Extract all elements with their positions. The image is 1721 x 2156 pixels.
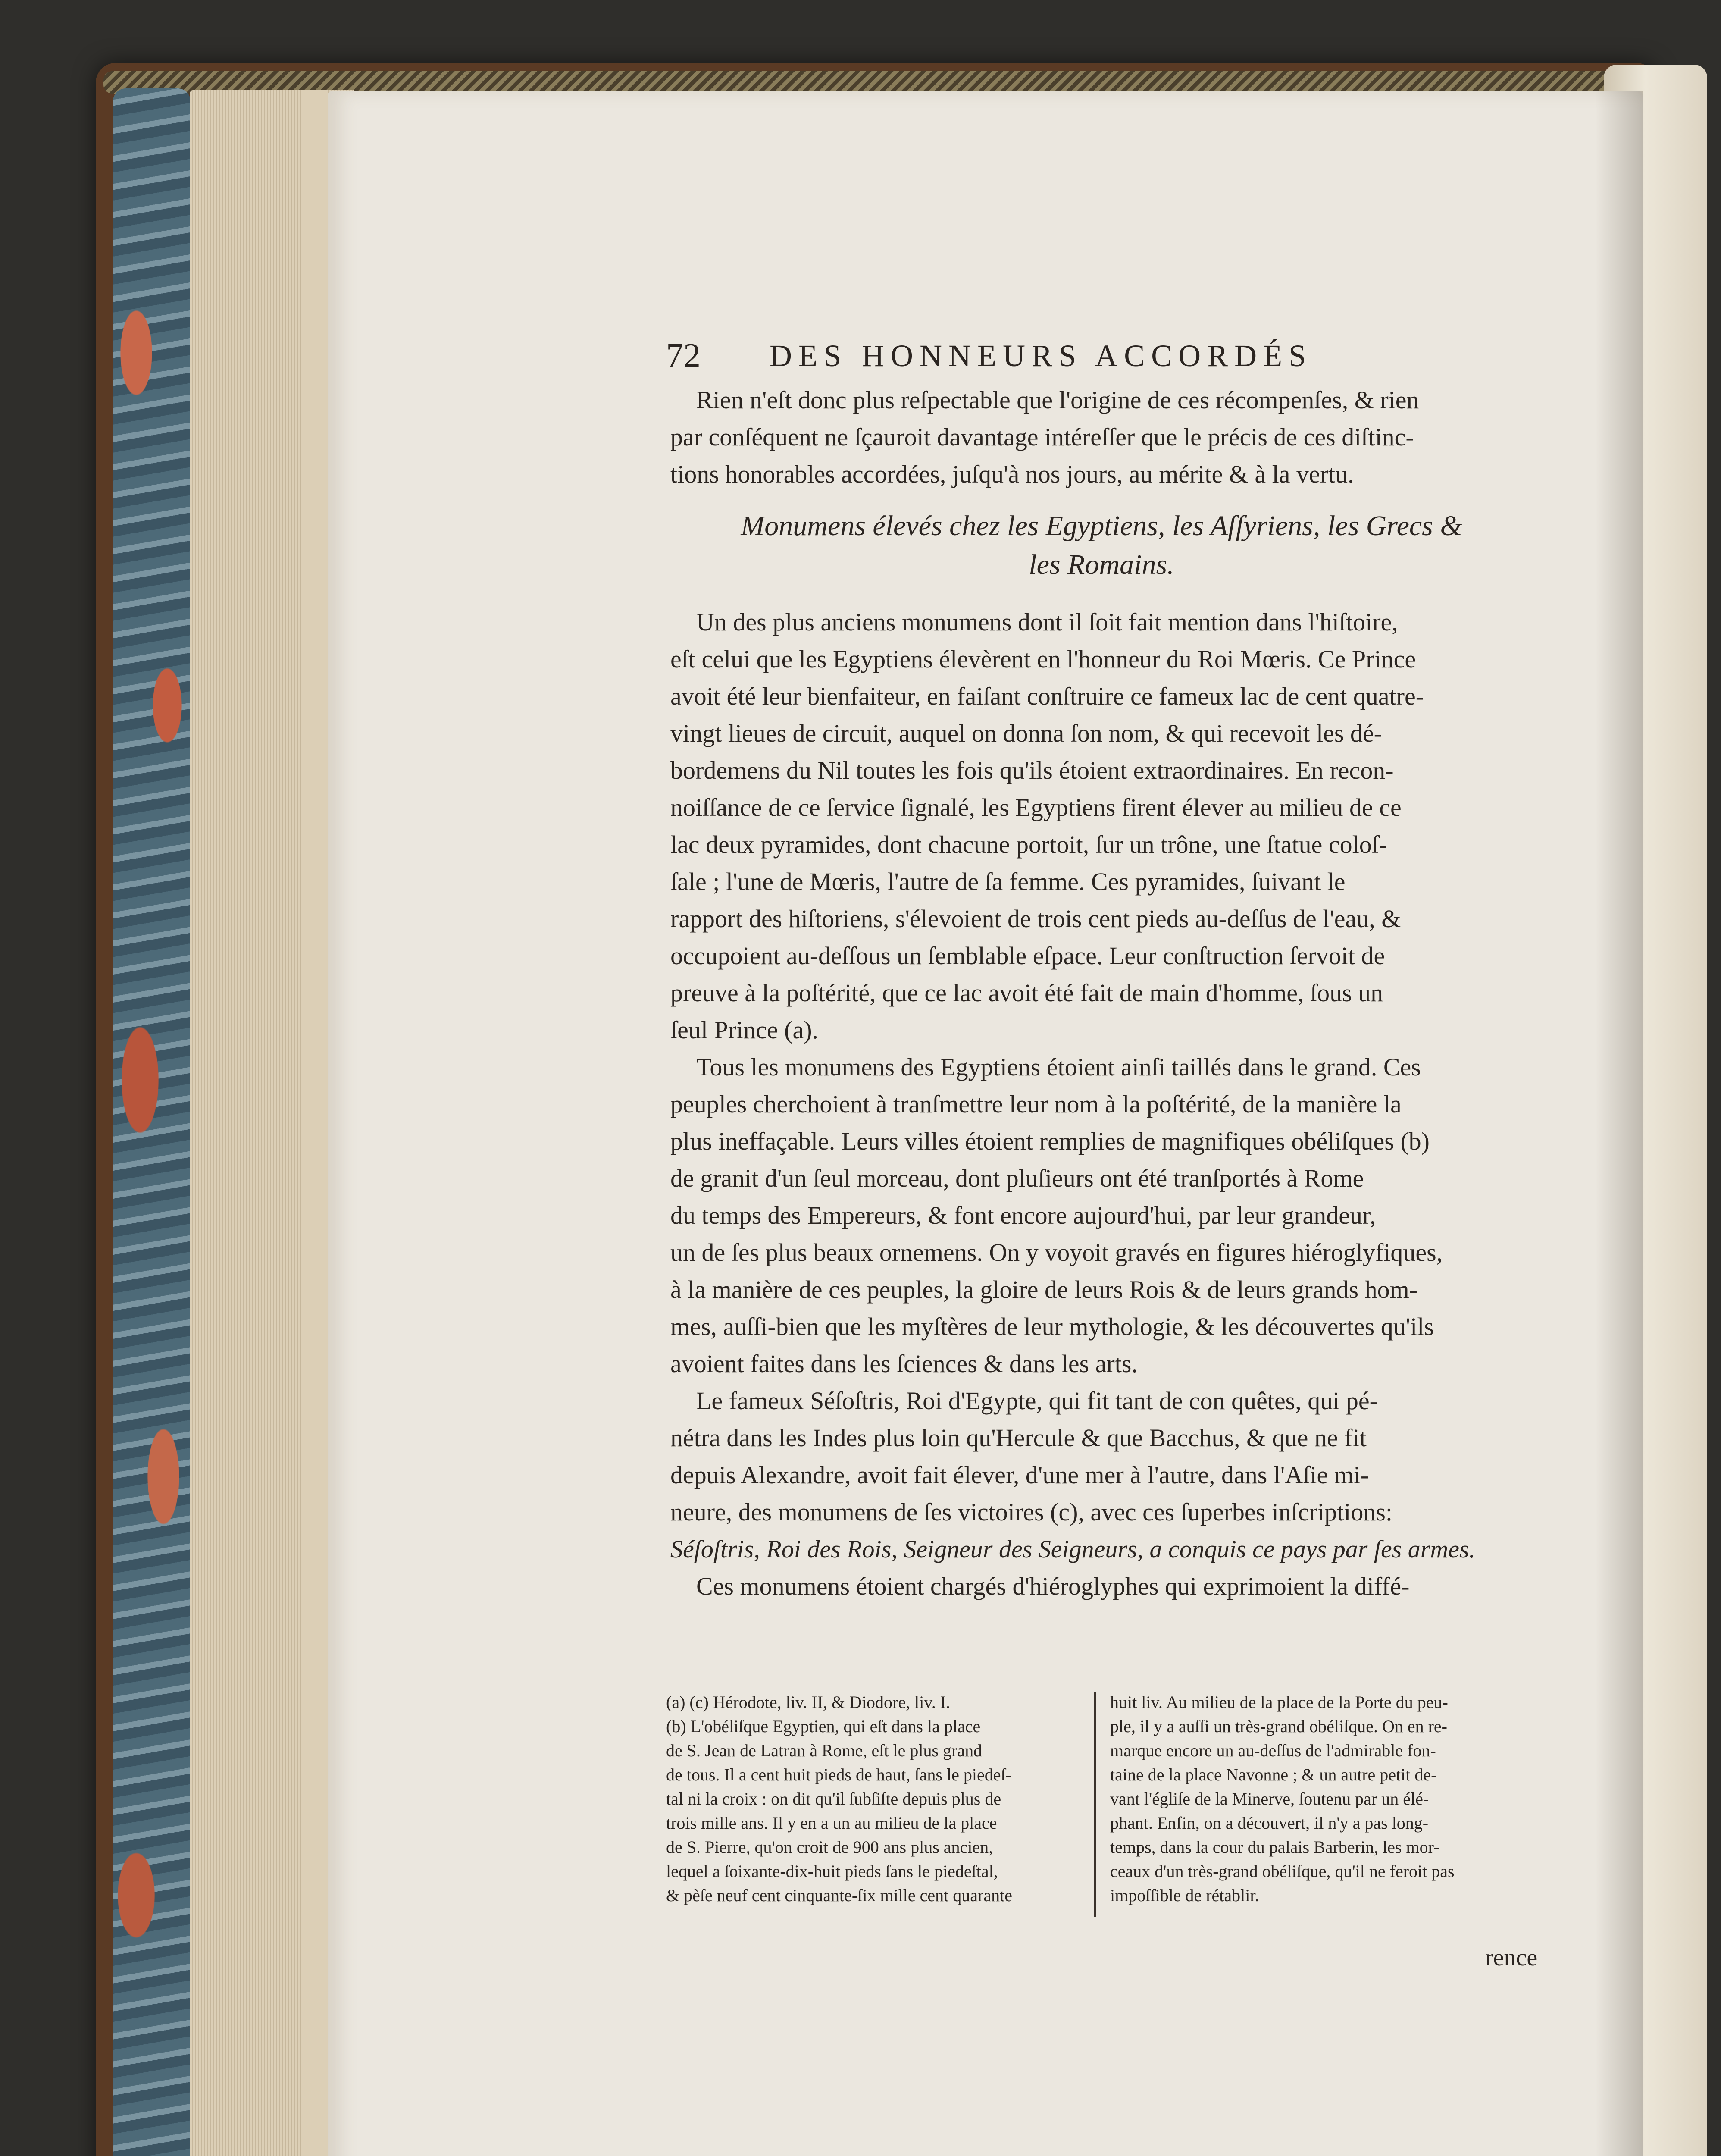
footnote-column-rule	[1094, 1692, 1096, 1917]
section-heading: Monumens élevés chez les Egyptiens, les Aſſyriens, les Grecs &	[741, 510, 1462, 542]
footnote-line: ceaux d'un très-grand obéliſque, qu'il ne feroit pas	[1110, 1861, 1455, 1881]
footnote-line: phant. Enfin, on a découvert, il n'y a pas long-	[1110, 1813, 1429, 1833]
text-line: du temps des Empereurs, & font encore aujourd'hui, par leur grandeur,	[670, 1201, 1376, 1229]
footnote-line: taine de la place Navonne ; & un autre petit de-	[1110, 1765, 1437, 1784]
text-line: avoit été leur bienfaiteur, en faiſant conſtruire ce fameux lac de cent quatre-	[670, 682, 1424, 710]
text-line: lac deux pyramides, dont chacune portoit, ſur un trône, une ſtatue coloſ-	[670, 830, 1387, 859]
footnote-line: de tous. Il a cent huit pieds de haut, ſans le piedeſ-	[666, 1765, 1011, 1784]
text-line: mes, auſſi-bien que les myſtères de leur mythologie, & les découvertes qu'ils	[670, 1313, 1434, 1341]
text-line: Le fameux Séſoſtris, Roi d'Egypte, qui fit tant de con quêtes, qui pé-	[696, 1387, 1378, 1415]
running-title: DES HONNEURS ACCORDÉS	[770, 338, 1313, 373]
footnote-line: trois mille ans. Il y en a un au milieu de la place	[666, 1813, 997, 1833]
text-line: neure, des monumens de ſes victoires (c), avec ces ſuperbes inſcriptions:	[670, 1498, 1393, 1526]
running-head	[666, 336, 1546, 375]
footnote-line: & pèſe neuf cent cinquante-ſix mille cent quarante	[666, 1886, 1012, 1905]
text-line: avoient faites dans les ſciences & dans les arts.	[670, 1350, 1138, 1378]
text-line: preuve à la poſtérité, que ce lac avoit été fait de main d'homme, ſous un	[670, 979, 1383, 1007]
footnote-line: de S. Jean de Latran à Rome, eſt le plus grand	[666, 1741, 983, 1760]
footnote-line: marque encore un au-deſſus de l'admirable fon-	[1110, 1741, 1436, 1760]
text-line: peuples cherchoient à tranſmettre leur nom à la poſtérité, de la manière la	[670, 1090, 1402, 1118]
footnote-line: huit liv. Au milieu de la place de la Porte du peu-	[1110, 1692, 1448, 1712]
text-line: Tous les monumens des Egyptiens étoient ainſi taillés dans le grand. Ces	[696, 1053, 1421, 1081]
text-line: de granit d'un ſeul morceau, dont pluſieurs ont été tranſportés à Rome	[670, 1164, 1364, 1192]
footnote-line: impoſſible de rétablir.	[1110, 1886, 1259, 1905]
catchword: rence	[1485, 1944, 1538, 1971]
footnote-line: tal ni la croix : on dit qu'il ſubſiſte depuis plus de	[666, 1789, 1001, 1808]
footnote-line: lequel a ſoixante-dix-huit pieds ſans le piedeſtal,	[666, 1861, 998, 1881]
page-number: 72	[666, 337, 701, 375]
text-line: noiſſance de ce ſervice ſignalé, les Egyptiens firent élever au milieu de ce	[670, 793, 1402, 821]
footnote-line: temps, dans la cour du palais Barberin, les mor-	[1110, 1837, 1439, 1857]
text-line: vingt lieues de circuit, auquel on donna ſon nom, & qui recevoit les dé-	[670, 719, 1382, 747]
text-line: depuis Alexandre, avoit fait élever, d'une mer à l'autre, dans l'Aſie mi-	[670, 1461, 1369, 1489]
text-line: Un des plus anciens monumens dont il ſoit fait mention dans l'hiſtoire,	[696, 608, 1398, 636]
text-line: bordemens du Nil toutes les fois qu'ils étoient extraordinaires. En recon-	[670, 756, 1394, 784]
text-line: nétra dans les Indes plus loin qu'Hercule & que Bacchus, & que ne fit	[670, 1424, 1367, 1452]
text-line: eſt celui que les Egyptiens élevèrent en l'honneur du Roi Mœris. Ce Prince	[670, 645, 1416, 673]
text-line: occupoient au-deſſous un ſemblable eſpace. Leur conſtruction ſervoit de	[670, 942, 1385, 970]
text-line: à la manière de ces peuples, la gloire de leurs Rois & de leurs grands hom-	[670, 1275, 1418, 1304]
footnote-line: (b) L'obéliſque Egyptien, qui eſt dans la place	[666, 1717, 981, 1736]
text-line: rapport des hiſtoriens, s'élevoient de trois cent pieds au-deſſus de l'eau, &	[670, 905, 1401, 933]
footnote-line: de S. Pierre, qu'on croit de 900 ans plus ancien,	[666, 1837, 993, 1857]
text-line: ſale ; l'une de Mœris, l'autre de ſa femme. Ces pyramides, ſuivant le	[670, 868, 1346, 896]
text-line: tions honorables accordées, juſqu'à nos jours, au mérite & à la vertu.	[670, 460, 1354, 488]
footnote-line: vant l'égliſe de la Minerve, ſoutenu par un élé-	[1110, 1789, 1429, 1808]
inscription-line: Séſoſtris, Roi des Rois, Seigneur des Seigneurs, a conquis ce pays par ſes armes.	[670, 1535, 1476, 1563]
footnote-line: ple, il y a auſſi un très-grand obéliſque. On en re-	[1110, 1717, 1447, 1736]
text-line: plus ineffaçable. Leurs villes étoient remplies de magnifiques obéliſques (b)	[670, 1127, 1430, 1155]
text-line: Rien n'eſt donc plus reſpectable que l'origine de ces récompenſes, & rien	[696, 386, 1419, 414]
footnote-line: (a) (c) Hérodote, liv. II, & Diodore, liv. I.	[666, 1692, 951, 1712]
marbled-endpaper	[113, 88, 191, 2156]
text-line: ſeul Prince (a).	[670, 1016, 819, 1044]
section-heading: les Romains.	[1029, 549, 1174, 580]
gutter-shadow	[1595, 91, 1643, 2156]
text-line: un de ſes plus beaux ornemens. On y voyoit gravés en figures hiéroglyfiques,	[670, 1238, 1443, 1266]
text-line: par conſéquent ne ſçauroit davantage intéreſſer que le précis de ces diſtinc-	[670, 423, 1414, 451]
text-line: Ces monumens étoient chargés d'hiéroglyphes qui exprimoient la diffé-	[696, 1572, 1410, 1600]
